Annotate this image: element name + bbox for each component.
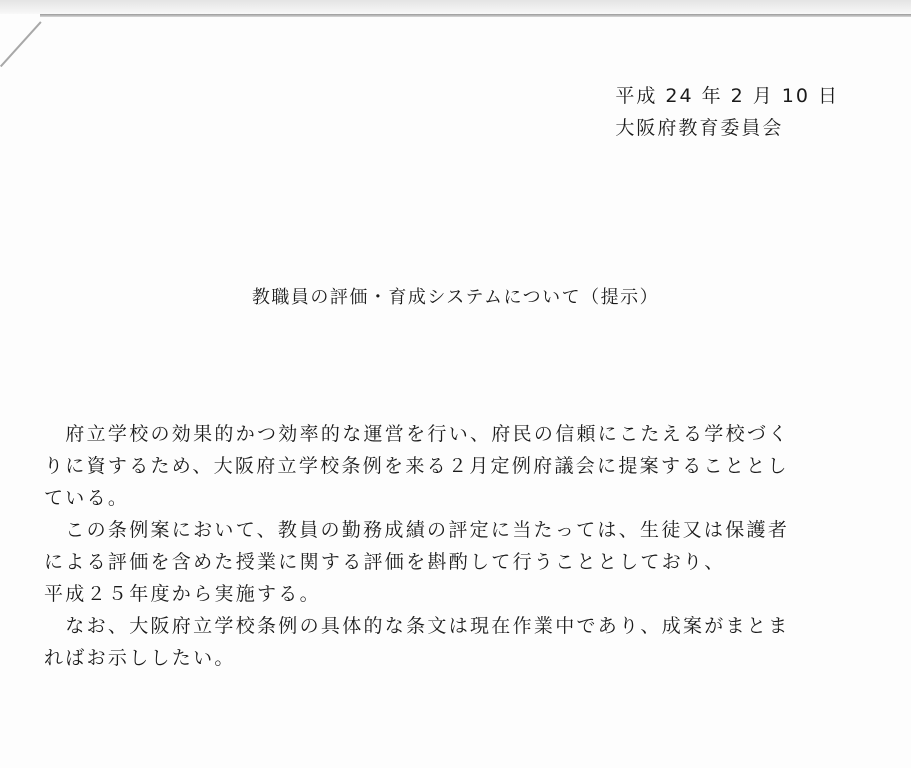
paragraph-line: 府立学校の効果的かつ効率的な運営を行い、府民の信頼にこたえる学校づく <box>44 423 790 445</box>
document-date: 平成 24 年 2 月 10 日 <box>615 85 839 107</box>
document-title: 教職員の評価・育成システムについて（提示） <box>251 287 660 308</box>
paragraph-1 <box>44 418 844 514</box>
paragraph-line: ればお示ししたい。 <box>44 647 236 669</box>
document-body <box>44 418 844 674</box>
paper-corner-fold <box>0 21 86 107</box>
paragraph-line: ている。 <box>44 487 130 509</box>
paragraph-line: 平成２５年度から実施する。 <box>44 583 321 605</box>
scan-top-shadow <box>0 0 911 14</box>
paragraph-line: による評価を含めた授業に関する評価を斟酌して行うこととしており、 <box>44 551 726 573</box>
paper-top-edge <box>40 14 911 17</box>
document-header <box>615 80 839 144</box>
document-issuer: 大阪府教育委員会 <box>615 117 784 139</box>
paragraph-2 <box>44 514 844 610</box>
paragraph-line: なお、大阪府立学校条例の具体的な条文は現在作業中であり、成案がまとま <box>44 615 790 637</box>
paragraph-line: この条例案において、教員の勤務成績の評定に当たっては、生徒又は保護者 <box>44 519 790 541</box>
paragraph-line: りに資するため、大阪府立学校条例を来る２月定例府議会に提案することとし <box>44 455 789 477</box>
paragraph-3 <box>44 610 844 674</box>
